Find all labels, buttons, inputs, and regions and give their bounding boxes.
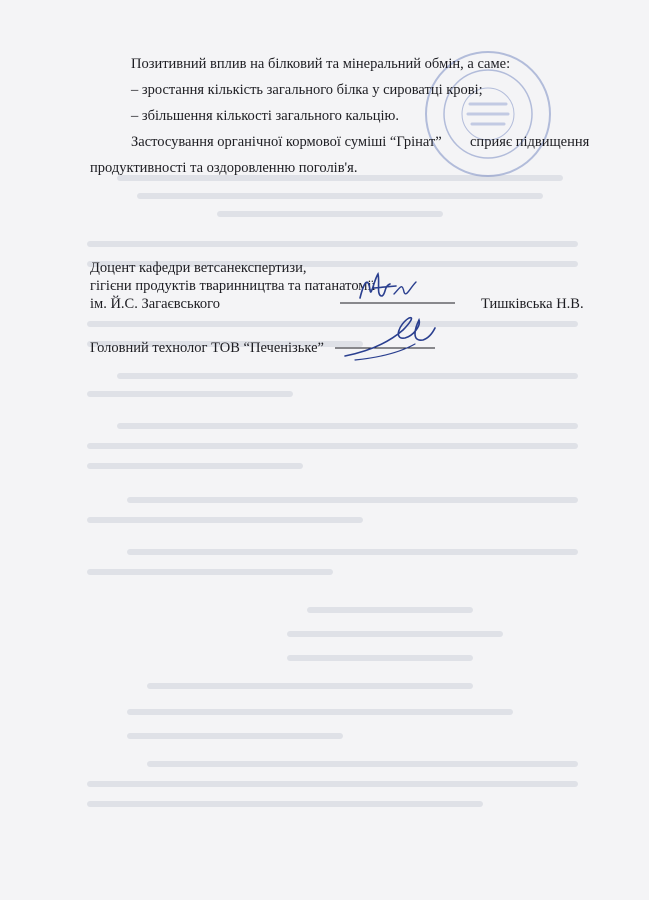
signer1-title-line3: ім. Й.С. Загаєвського — [90, 296, 220, 312]
signer1-title-line1: Доцент кафедри ветсанекспертизи, — [90, 260, 307, 276]
bullet-calcium: – збільшення кількості загального кальцію. — [131, 108, 400, 124]
signer2-title: Головний технолог ТОВ “Печенізьке” — [90, 340, 324, 356]
signer1-name: Тишківська Н.В. — [481, 296, 584, 312]
conclusion-line-1b: сприяє підвищення — [470, 134, 590, 150]
conclusion-line-2: продуктивності та оздоровленню поголів'я. — [90, 160, 358, 176]
conclusion-line-1a: Застосування органічної кормової суміші “Грінат” — [131, 134, 442, 150]
intro-paragraph: Позитивний вплив на білковий та мінеральний обмін, а саме: — [131, 56, 511, 72]
bullet-protein: – зростання кількість загального білка у сироватці крові; — [131, 82, 483, 98]
signature-2 — [335, 310, 455, 370]
signature-1 — [330, 268, 460, 312]
signer1-title-line2: гігієни продуктів тваринництва та патанатомії — [90, 278, 376, 294]
